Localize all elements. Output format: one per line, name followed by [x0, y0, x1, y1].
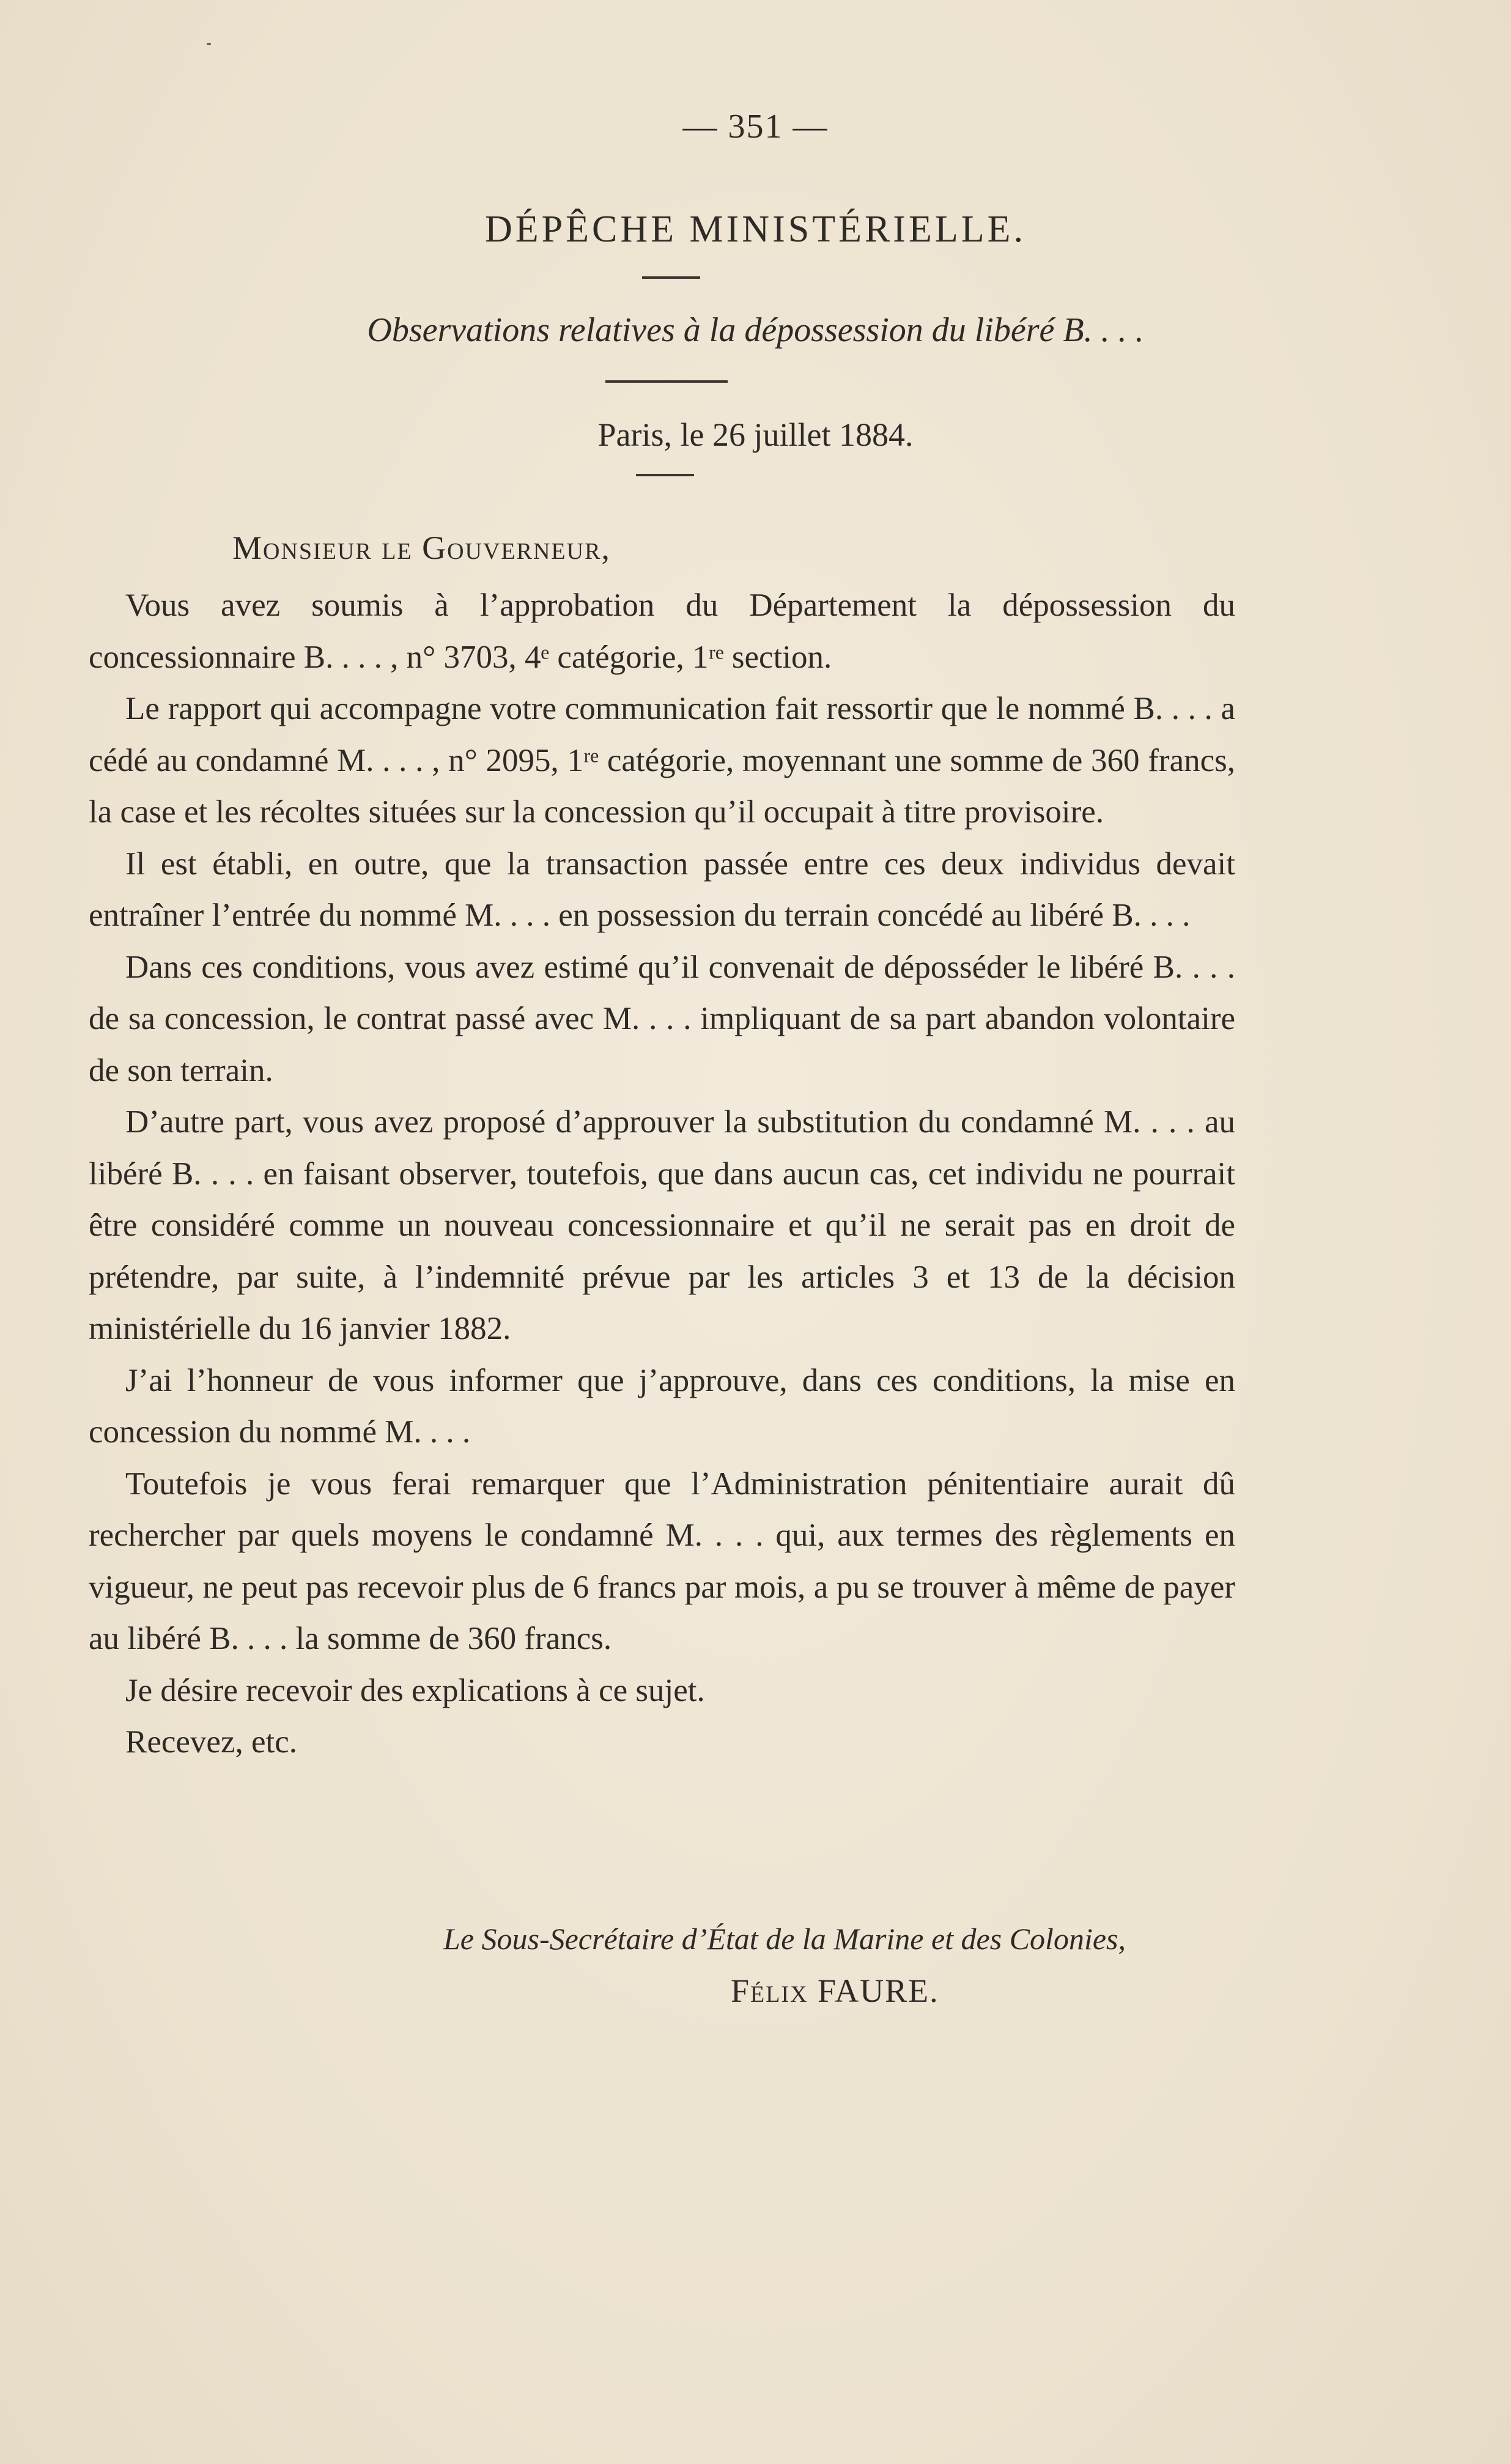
paragraph: Le rapport qui accompagne votre communication fait ressortir que le nommé B. . . . a cédé au condamné M. . . . , n° 2095, 1ʳᵉ catégorie, moyennant une somme de 360 francs, la case et les récoltes situées sur la concession qu’il occupait à titre provisoire.: [89, 691, 1235, 830]
paragraph: Je désire recevoir des explications à ce sujet.: [125, 1672, 705, 1708]
page-number: — 351 —: [682, 108, 829, 146]
signature-title: Le Sous-Secrétaire d’État de la Marine et des Colonies,: [443, 1922, 1126, 1956]
document-subtitle: Observations relatives à la dépossession du libéré B. . . .: [367, 311, 1144, 349]
paragraph: Toutefois je vous ferai remarquer que l’Administration pénitentiaire aurait dû rechercher par quels moyens le condamné M. . . . qui, aux termes des règlements en vigueur, ne peut pas recevoir plus de 6 francs par mois, a pu se trouver à même de payer au libéré B. . . . la somme de 360 francs.: [89, 1466, 1235, 1656]
dateline-divider: [636, 474, 694, 476]
subtitle-divider: [605, 380, 728, 383]
salutation: Monsieur le Gouverneur,: [232, 529, 611, 566]
paragraph: J’ai l’honneur de vous informer que j’approuve, dans ces conditions, la mise en concession du nommé M. . . .: [89, 1362, 1235, 1450]
signature-name: Félix FAURE.: [731, 1972, 939, 2009]
title-divider: [642, 276, 700, 279]
paper-speck: [207, 43, 211, 45]
paragraph: D’autre part, vous avez proposé d’approuver la substitution du condamné M. . . . au libéré B. . . . en faisant observer, toutefois, que dans aucun cas, cet individu ne pourrait être considéré comme un nouveau concessionnaire et qu’il ne serait pas en droit de prétendre, par suite, à l’indemnité prévue par les articles 3 et 13 de la décision ministérielle du 16 janvier 1882.: [89, 1104, 1235, 1346]
paragraph: Il est établi, en outre, que la transaction passée entre ces deux individus devait entraîner l’entrée du nommé M. . . . en possession du terrain concédé au libéré B. . . .: [89, 846, 1235, 933]
dateline: Paris, le 26 juillet 1884.: [597, 416, 914, 453]
paragraph: Dans ces conditions, vous avez estimé qu’il convenait de déposséder le libéré B. . . . de sa concession, le contrat passé avec M. . . . impliquant de sa part abandon volontaire de son terrain.: [89, 949, 1235, 1088]
paragraph: Vous avez soumis à l’approbation du Département la dépossession du concessionnaire B. . . . , n° 3703, 4ᵉ catégorie, 1ʳᵉ section.: [89, 588, 1235, 675]
document-title: DÉPÊCHE MINISTÉRIELLE.: [485, 208, 1026, 250]
letter-body: [89, 580, 1235, 1768]
paragraph: Recevez, etc.: [125, 1724, 297, 1760]
